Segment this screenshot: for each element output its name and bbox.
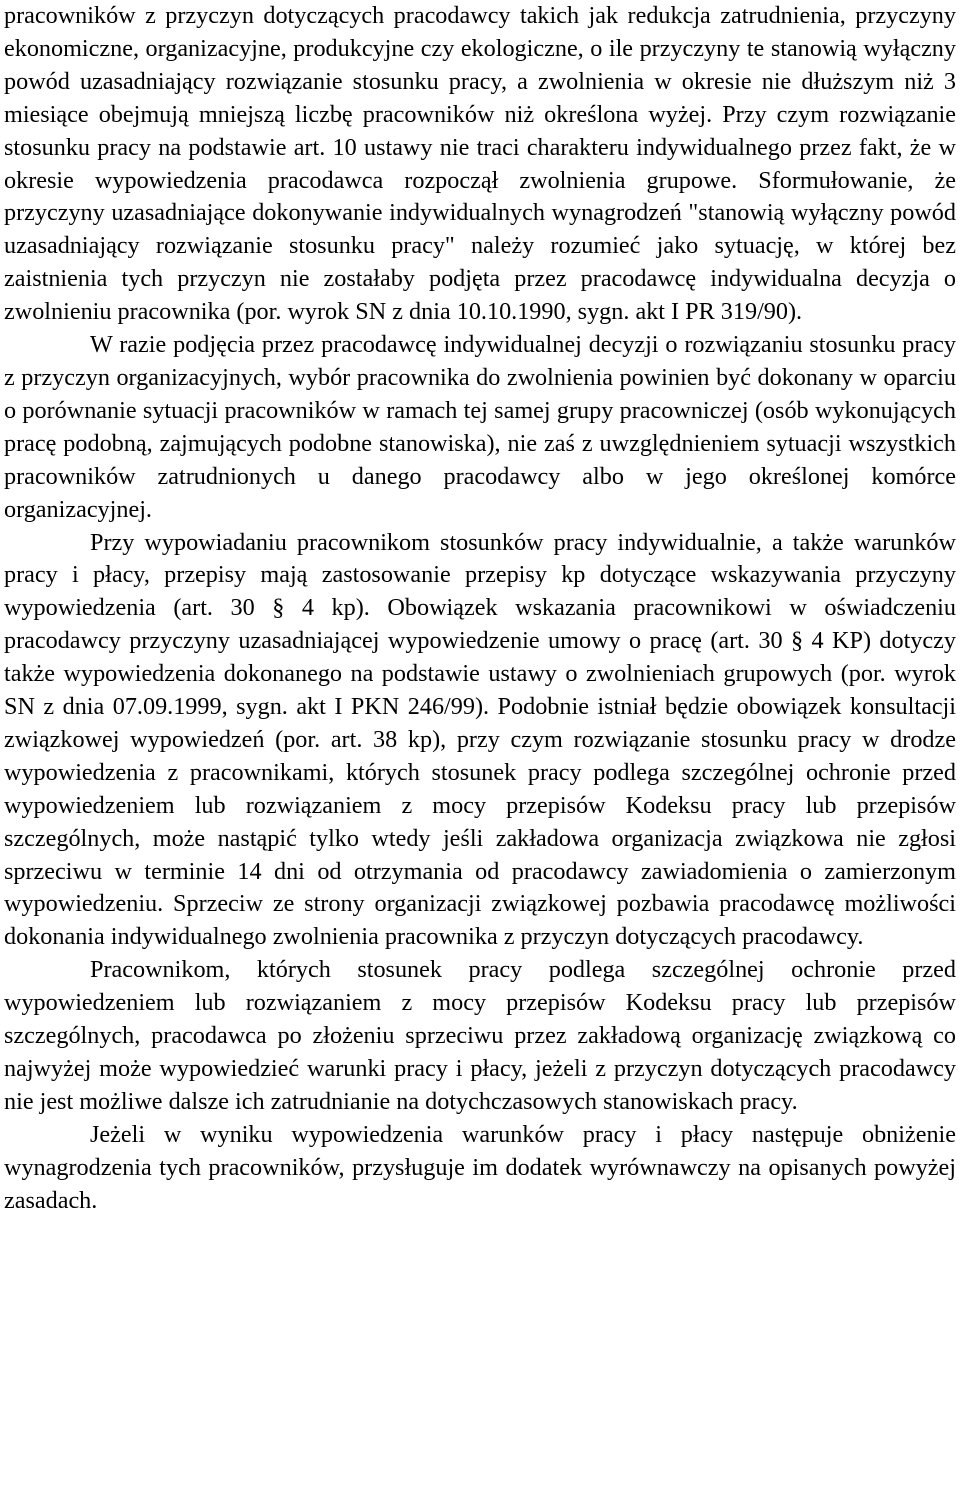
paragraph-termination-reasons: Przy wypowiadaniu pracownikom stosunków pracy indywidualnie, a także warunków pracy i płacy, przepisy mają zastosowanie przepisy kp dotyczące wskazywania przyczyny wypowiedzenia (art. 30 § 4 kp). Obowiązek wskazania pracownikowi w oświadczeniu pracodawcy przyczyny uzasadniającej wypowiedzenie umowy o pracę (art. 30 § 4 KP) dotyczy także wypowiedzenia dokonanego na podstawie ustawy o zwolnieniach grupowych (por. wyrok SN z dnia 07.09.1999, sygn. akt I PKN 246/99). Podobnie istniał będzie obowiązek konsultacji związkowej wypowiedzeń (por. art. 38 kp), przy czym rozwiązanie stosunku pracy w drodze wypowiedzenia z pracownikami, których stosunek pracy podlega szczególnej ochronie przed wypowiedzeniem lub rozwiązaniem z mocy przepisów Kodeksu pracy lub przepisów szczególnych, może nastąpić tylko wtedy jeśli zakładowa organizacja związkowa nie zgłosi sprzeciwu w terminie 14 dni od otrzymania od pracodawcy zawiadomienia o zamierzonym wypowiedzeniu. Sprzeciw ze strony organizacji związkowej pozbawia pracodawcę możliwości dokonania indywidualnego zwolnienia pracownika z przyczyn dotyczących pracodawcy. <box>4 528 956 951</box>
paragraph-selection-of-employee: W razie podjęcia przez pracodawcę indywidualnej decyzji o rozwiązaniu stosunku pracy z przyczyn organizacyjnych, wybór pracownika do zwolnienia powinien być dokonany w oparciu o porównanie sytuacji pracowników w ramach tej samej grupy pracowniczej (osób wykonujących pracę podobną, zajmujących podobne stanowiska), nie zaś z uwzględnieniem sytuacji wszystkich pracowników zatrudnionych u danego pracodawcy albo w jego określonej komórce organizacyjnej. <box>4 331 956 523</box>
paragraph-protected-employees: Pracownikom, których stosunek pracy podlega szczególnej ochronie przed wypowiedzeniem lub rozwiązaniem z mocy przepisów Kodeksu pracy lub przepisów szczególnych, pracodawca po złożeniu sprzeciwu przez zakładową organizację związkową co najwyżej może wypowiedzieć warunki pracy i płacy, jeżeli z przyczyn dotyczących pracodawcy nie jest możliwe dalsze ich zatrudnianie na dotychczasowych stanowiskach pracy. <box>4 956 956 1115</box>
paragraph-compensation-allowance: Jeżeli w wyniku wypowiedzenia warunków pracy i płacy następuje obniżenie wynagrodzenia tych pracowników, przysługuje im dodatek wyrównawczy na opisanych powyżej zasadach. <box>4 1120 956 1214</box>
paragraph-continuation: pracowników z przyczyn dotyczących pracodawcy takich jak redukcja zatrudnienia, przyczyny ekonomiczne, organizacyjne, produkcyjne czy ekologiczne, o ile przyczyny te stanowią wyłączny powód uzasadniający rozwiązanie stosunku pracy, a zwolnienia w okresie nie dłuższym niż 3 miesiące obejmują mniejszą liczbę pracowników niż określona wyżej. Przy czym rozwiązanie stosunku pracy na podstawie art. 10 ustawy nie traci charakteru indywidualnego przez fakt, że w okresie wypowiedzenia pracodawca rozpoczął zwolnienia grupowe. Sformułowanie, że przyczyny uzasadniające dokonywanie indywidualnych wynagrodzeń "stanowią wyłączny powód uzasadniający rozwiązanie stosunku pracy" należy rozumieć jako sytuację, w której bez zaistnienia tych przyczyn nie zostałaby podjęta przez pracodawcę indywidualna decyzja o zwolnieniu pracownika (por. wyrok SN z dnia 10.10.1990, sygn. akt I PR 319/90). <box>4 2 956 326</box>
